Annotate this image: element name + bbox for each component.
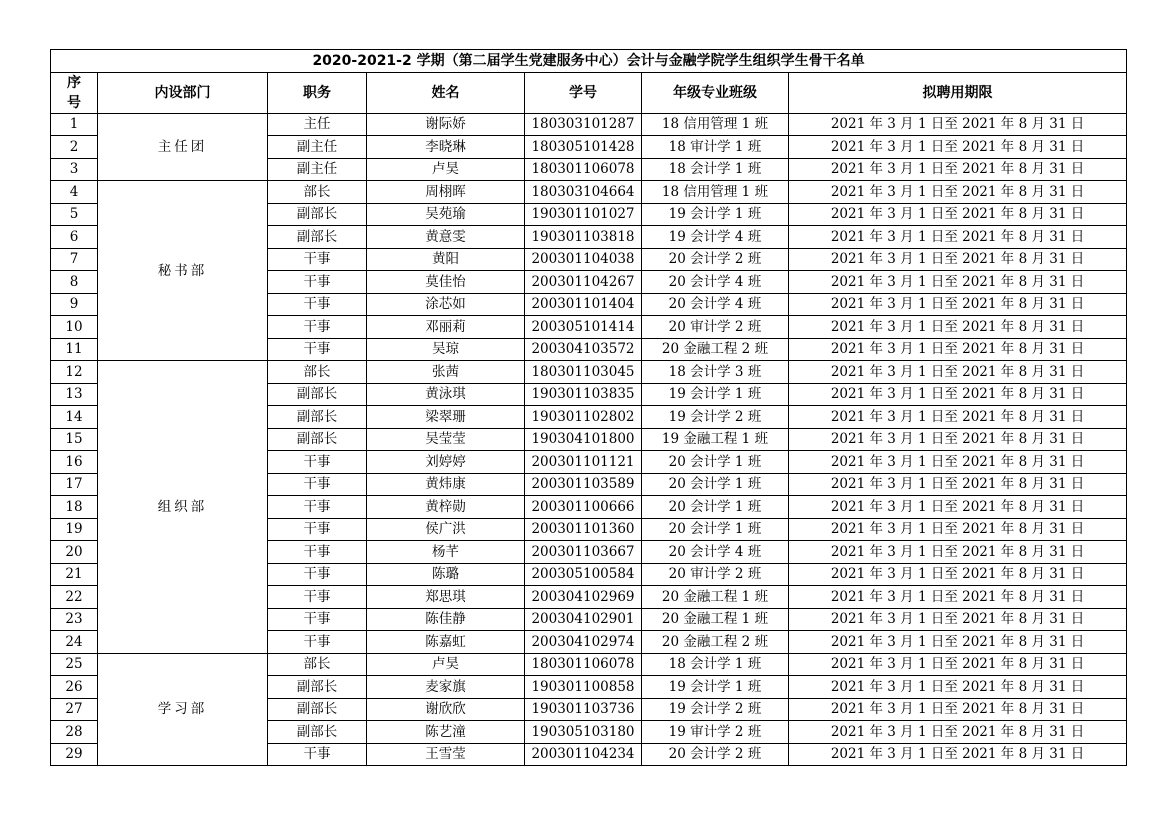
role-cell: 干事 bbox=[268, 338, 367, 361]
role-cell: 副主任 bbox=[268, 158, 367, 181]
term-cell: 2021 年 3 月 1 日至 2021 年 8 月 31 日 bbox=[789, 653, 1127, 676]
name-cell: 黄梓勋 bbox=[367, 496, 525, 519]
role-cell: 干事 bbox=[268, 518, 367, 541]
student-id-cell: 200301101360 bbox=[525, 518, 642, 541]
role-cell: 干事 bbox=[268, 293, 367, 316]
row-number: 19 bbox=[51, 518, 98, 541]
name-cell: 王雪莹 bbox=[367, 743, 525, 766]
role-cell: 干事 bbox=[268, 316, 367, 339]
row-number: 3 bbox=[51, 158, 98, 181]
student-id-cell: 180301106078 bbox=[525, 158, 642, 181]
student-id-cell: 200301104267 bbox=[525, 271, 642, 294]
term-cell: 2021 年 3 月 1 日至 2021 年 8 月 31 日 bbox=[789, 361, 1127, 384]
class-cell: 19 会计学 4 班 bbox=[642, 226, 789, 249]
class-cell: 18 会计学 1 班 bbox=[642, 653, 789, 676]
term-cell: 2021 年 3 月 1 日至 2021 年 8 月 31 日 bbox=[789, 608, 1127, 631]
row-number: 2 bbox=[51, 136, 98, 159]
class-cell: 19 会计学 1 班 bbox=[642, 203, 789, 226]
term-cell: 2021 年 3 月 1 日至 2021 年 8 月 31 日 bbox=[789, 271, 1127, 294]
class-cell: 19 审计学 2 班 bbox=[642, 721, 789, 744]
term-cell: 2021 年 3 月 1 日至 2021 年 8 月 31 日 bbox=[789, 743, 1127, 766]
student-id-cell: 190305103180 bbox=[525, 721, 642, 744]
class-cell: 20 会计学 4 班 bbox=[642, 271, 789, 294]
department-cell: 秘书部 bbox=[98, 181, 268, 361]
student-id-cell: 190304101800 bbox=[525, 428, 642, 451]
name-cell: 谢际娇 bbox=[367, 113, 525, 136]
role-cell: 干事 bbox=[268, 541, 367, 564]
role-cell: 部长 bbox=[268, 181, 367, 204]
department-cell: 主任团 bbox=[98, 113, 268, 181]
term-cell: 2021 年 3 月 1 日至 2021 年 8 月 31 日 bbox=[789, 721, 1127, 744]
name-cell: 杨芊 bbox=[367, 541, 525, 564]
term-cell: 2021 年 3 月 1 日至 2021 年 8 月 31 日 bbox=[789, 406, 1127, 429]
name-cell: 黄意雯 bbox=[367, 226, 525, 249]
role-cell: 干事 bbox=[268, 271, 367, 294]
roster-table bbox=[50, 49, 1127, 766]
student-id-cell: 200304103572 bbox=[525, 338, 642, 361]
student-id-cell: 200301104038 bbox=[525, 248, 642, 271]
term-cell: 2021 年 3 月 1 日至 2021 年 8 月 31 日 bbox=[789, 698, 1127, 721]
name-cell: 刘婷婷 bbox=[367, 451, 525, 474]
term-cell: 2021 年 3 月 1 日至 2021 年 8 月 31 日 bbox=[789, 473, 1127, 496]
role-cell: 副部长 bbox=[268, 203, 367, 226]
class-cell: 18 会计学 1 班 bbox=[642, 158, 789, 181]
role-cell: 副主任 bbox=[268, 136, 367, 159]
role-cell: 副部长 bbox=[268, 428, 367, 451]
student-id-cell: 200301103589 bbox=[525, 473, 642, 496]
row-number: 5 bbox=[51, 203, 98, 226]
class-cell: 19 会计学 1 班 bbox=[642, 383, 789, 406]
student-id-cell: 200301104234 bbox=[525, 743, 642, 766]
student-id-cell: 200304102901 bbox=[525, 608, 642, 631]
class-cell: 20 会计学 1 班 bbox=[642, 451, 789, 474]
roster-body bbox=[51, 113, 1127, 766]
role-cell: 干事 bbox=[268, 451, 367, 474]
term-cell: 2021 年 3 月 1 日至 2021 年 8 月 31 日 bbox=[789, 113, 1127, 136]
student-id-cell: 180301103045 bbox=[525, 361, 642, 384]
name-cell: 陈艺潼 bbox=[367, 721, 525, 744]
class-cell: 20 金融工程 1 班 bbox=[642, 608, 789, 631]
term-cell: 2021 年 3 月 1 日至 2021 年 8 月 31 日 bbox=[789, 338, 1127, 361]
student-id-cell: 200301101404 bbox=[525, 293, 642, 316]
row-number: 4 bbox=[51, 181, 98, 204]
header-class: 年级专业班级 bbox=[642, 72, 789, 113]
role-cell: 干事 bbox=[268, 473, 367, 496]
term-cell: 2021 年 3 月 1 日至 2021 年 8 月 31 日 bbox=[789, 226, 1127, 249]
student-id-cell: 200301101121 bbox=[525, 451, 642, 474]
role-cell: 部长 bbox=[268, 653, 367, 676]
role-cell: 主任 bbox=[268, 113, 367, 136]
row-number: 6 bbox=[51, 226, 98, 249]
term-cell: 2021 年 3 月 1 日至 2021 年 8 月 31 日 bbox=[789, 293, 1127, 316]
header-row bbox=[51, 72, 1127, 113]
student-id-cell: 200305100584 bbox=[525, 563, 642, 586]
term-cell: 2021 年 3 月 1 日至 2021 年 8 月 31 日 bbox=[789, 181, 1127, 204]
header-seq bbox=[51, 72, 98, 113]
student-id-cell: 190301103818 bbox=[525, 226, 642, 249]
term-cell: 2021 年 3 月 1 日至 2021 年 8 月 31 日 bbox=[789, 676, 1127, 699]
term-cell: 2021 年 3 月 1 日至 2021 年 8 月 31 日 bbox=[789, 136, 1127, 159]
role-cell: 副部长 bbox=[268, 226, 367, 249]
row-number: 18 bbox=[51, 496, 98, 519]
name-cell: 黄阳 bbox=[367, 248, 525, 271]
class-cell: 19 金融工程 1 班 bbox=[642, 428, 789, 451]
header-dept: 内设部门 bbox=[98, 72, 268, 113]
student-id-cell: 190301103736 bbox=[525, 698, 642, 721]
header-seq-line1: 序 bbox=[67, 74, 81, 91]
row-number: 8 bbox=[51, 271, 98, 294]
class-cell: 19 会计学 2 班 bbox=[642, 698, 789, 721]
role-cell: 干事 bbox=[268, 586, 367, 609]
header-term: 拟聘用期限 bbox=[789, 72, 1127, 113]
table-row bbox=[51, 181, 1127, 204]
table-row bbox=[51, 653, 1127, 676]
name-cell: 莫佳怡 bbox=[367, 271, 525, 294]
role-cell: 干事 bbox=[268, 743, 367, 766]
class-cell: 20 会计学 1 班 bbox=[642, 518, 789, 541]
title-row bbox=[51, 50, 1127, 73]
role-cell: 副部长 bbox=[268, 698, 367, 721]
class-cell: 20 会计学 4 班 bbox=[642, 293, 789, 316]
header-name: 姓名 bbox=[367, 72, 525, 113]
class-cell: 20 审计学 2 班 bbox=[642, 563, 789, 586]
term-cell: 2021 年 3 月 1 日至 2021 年 8 月 31 日 bbox=[789, 496, 1127, 519]
term-cell: 2021 年 3 月 1 日至 2021 年 8 月 31 日 bbox=[789, 428, 1127, 451]
name-cell: 周栩晖 bbox=[367, 181, 525, 204]
row-number: 7 bbox=[51, 248, 98, 271]
class-cell: 20 金融工程 1 班 bbox=[642, 586, 789, 609]
student-id-cell: 190301102802 bbox=[525, 406, 642, 429]
class-cell: 18 信用管理 1 班 bbox=[642, 181, 789, 204]
term-cell: 2021 年 3 月 1 日至 2021 年 8 月 31 日 bbox=[789, 203, 1127, 226]
row-number: 20 bbox=[51, 541, 98, 564]
term-cell: 2021 年 3 月 1 日至 2021 年 8 月 31 日 bbox=[789, 586, 1127, 609]
row-number: 16 bbox=[51, 451, 98, 474]
class-cell: 20 金融工程 2 班 bbox=[642, 338, 789, 361]
term-cell: 2021 年 3 月 1 日至 2021 年 8 月 31 日 bbox=[789, 316, 1127, 339]
role-cell: 副部长 bbox=[268, 721, 367, 744]
row-number: 1 bbox=[51, 113, 98, 136]
class-cell: 20 会计学 2 班 bbox=[642, 743, 789, 766]
header-role: 职务 bbox=[268, 72, 367, 113]
row-number: 14 bbox=[51, 406, 98, 429]
student-id-cell: 180305101428 bbox=[525, 136, 642, 159]
term-cell: 2021 年 3 月 1 日至 2021 年 8 月 31 日 bbox=[789, 158, 1127, 181]
class-cell: 18 信用管理 1 班 bbox=[642, 113, 789, 136]
row-number: 29 bbox=[51, 743, 98, 766]
class-cell: 18 会计学 3 班 bbox=[642, 361, 789, 384]
name-cell: 邓丽莉 bbox=[367, 316, 525, 339]
role-cell: 干事 bbox=[268, 248, 367, 271]
student-id-cell: 180303104664 bbox=[525, 181, 642, 204]
name-cell: 陈佳静 bbox=[367, 608, 525, 631]
role-cell: 干事 bbox=[268, 631, 367, 654]
class-cell: 20 会计学 1 班 bbox=[642, 496, 789, 519]
class-cell: 19 会计学 2 班 bbox=[642, 406, 789, 429]
student-id-cell: 200305101414 bbox=[525, 316, 642, 339]
row-number: 17 bbox=[51, 473, 98, 496]
row-number: 11 bbox=[51, 338, 98, 361]
name-cell: 谢欣欣 bbox=[367, 698, 525, 721]
role-cell: 副部长 bbox=[268, 383, 367, 406]
class-cell: 18 审计学 1 班 bbox=[642, 136, 789, 159]
class-cell: 20 会计学 4 班 bbox=[642, 541, 789, 564]
row-number: 15 bbox=[51, 428, 98, 451]
document-title: 2020-2021-2 学期（第二届学生党建服务中心）会计与金融学院学生组织学生骨干名单 bbox=[51, 50, 1127, 73]
row-number: 24 bbox=[51, 631, 98, 654]
row-number: 28 bbox=[51, 721, 98, 744]
student-id-cell: 190301100858 bbox=[525, 676, 642, 699]
role-cell: 干事 bbox=[268, 496, 367, 519]
name-cell: 黄泳琪 bbox=[367, 383, 525, 406]
name-cell: 涂芯如 bbox=[367, 293, 525, 316]
class-cell: 19 会计学 1 班 bbox=[642, 676, 789, 699]
row-number: 10 bbox=[51, 316, 98, 339]
row-number: 13 bbox=[51, 383, 98, 406]
row-number: 25 bbox=[51, 653, 98, 676]
role-cell: 副部长 bbox=[268, 676, 367, 699]
term-cell: 2021 年 3 月 1 日至 2021 年 8 月 31 日 bbox=[789, 631, 1127, 654]
role-cell: 干事 bbox=[268, 563, 367, 586]
row-number: 26 bbox=[51, 676, 98, 699]
term-cell: 2021 年 3 月 1 日至 2021 年 8 月 31 日 bbox=[789, 451, 1127, 474]
student-id-cell: 190301101027 bbox=[525, 203, 642, 226]
student-id-cell: 200304102969 bbox=[525, 586, 642, 609]
student-id-cell: 180303101287 bbox=[525, 113, 642, 136]
name-cell: 梁翠珊 bbox=[367, 406, 525, 429]
header-sid: 学号 bbox=[525, 72, 642, 113]
term-cell: 2021 年 3 月 1 日至 2021 年 8 月 31 日 bbox=[789, 383, 1127, 406]
row-number: 22 bbox=[51, 586, 98, 609]
name-cell: 张茜 bbox=[367, 361, 525, 384]
name-cell: 吴莹莹 bbox=[367, 428, 525, 451]
student-id-cell: 190301103835 bbox=[525, 383, 642, 406]
term-cell: 2021 年 3 月 1 日至 2021 年 8 月 31 日 bbox=[789, 563, 1127, 586]
header-seq-line2: 号 bbox=[67, 94, 81, 111]
name-cell: 麦家旗 bbox=[367, 676, 525, 699]
department-cell: 学习部 bbox=[98, 653, 268, 766]
term-cell: 2021 年 3 月 1 日至 2021 年 8 月 31 日 bbox=[789, 248, 1127, 271]
name-cell: 卢昊 bbox=[367, 158, 525, 181]
role-cell: 部长 bbox=[268, 361, 367, 384]
class-cell: 20 会计学 2 班 bbox=[642, 248, 789, 271]
term-cell: 2021 年 3 月 1 日至 2021 年 8 月 31 日 bbox=[789, 541, 1127, 564]
student-id-cell: 200301103667 bbox=[525, 541, 642, 564]
class-cell: 20 会计学 1 班 bbox=[642, 473, 789, 496]
name-cell: 郑思琪 bbox=[367, 586, 525, 609]
role-cell: 副部长 bbox=[268, 406, 367, 429]
class-cell: 20 金融工程 2 班 bbox=[642, 631, 789, 654]
term-cell: 2021 年 3 月 1 日至 2021 年 8 月 31 日 bbox=[789, 518, 1127, 541]
student-id-cell: 200301100666 bbox=[525, 496, 642, 519]
name-cell: 陈嘉虹 bbox=[367, 631, 525, 654]
table-row bbox=[51, 361, 1127, 384]
name-cell: 陈璐 bbox=[367, 563, 525, 586]
student-id-cell: 200304102974 bbox=[525, 631, 642, 654]
role-cell: 干事 bbox=[268, 608, 367, 631]
name-cell: 李晓琳 bbox=[367, 136, 525, 159]
department-cell: 组织部 bbox=[98, 361, 268, 654]
name-cell: 吴琼 bbox=[367, 338, 525, 361]
name-cell: 吴苑瑜 bbox=[367, 203, 525, 226]
row-number: 12 bbox=[51, 361, 98, 384]
name-cell: 侯广洪 bbox=[367, 518, 525, 541]
name-cell: 黄炜康 bbox=[367, 473, 525, 496]
name-cell: 卢昊 bbox=[367, 653, 525, 676]
student-id-cell: 180301106078 bbox=[525, 653, 642, 676]
class-cell: 20 审计学 2 班 bbox=[642, 316, 789, 339]
table-row bbox=[51, 113, 1127, 136]
row-number: 9 bbox=[51, 293, 98, 316]
row-number: 23 bbox=[51, 608, 98, 631]
row-number: 27 bbox=[51, 698, 98, 721]
row-number: 21 bbox=[51, 563, 98, 586]
